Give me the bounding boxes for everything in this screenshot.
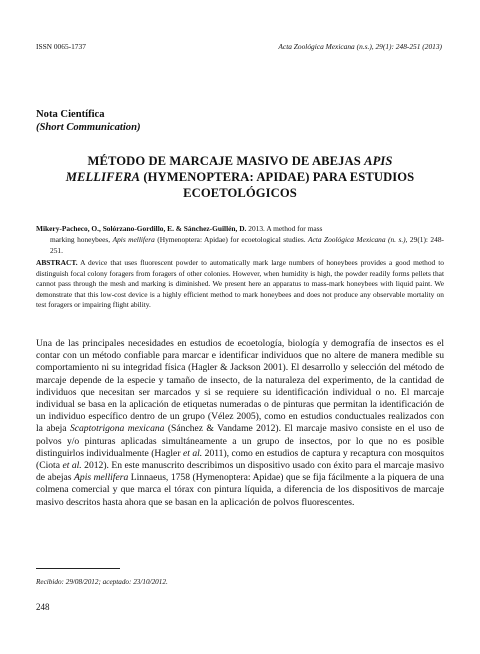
title-species-b: MELLIFERA — [65, 170, 141, 184]
section-type-en: (Short Communication) — [36, 122, 141, 133]
journal-header: Acta Zoológica Mexicana (n.s.), 29(1): 248-251 (2013) — [278, 42, 442, 51]
issn-header: ISSN 0065-1737 — [36, 42, 86, 51]
body-text-3: 2011), como en estudios de captura y recaptura con mosquitos (Ciota — [36, 447, 444, 472]
citation-text3: (Hymenoptera: Apidae) for ecoetological studies. — [154, 234, 309, 244]
citation-indent — [36, 235, 444, 257]
body-text-4: 2012). En este manuscrito describimos un dispositivo usado con éxito para el marcaje masivo de abejas — [36, 460, 444, 484]
body-etal-1: et al. — [182, 447, 203, 459]
citation-species: Apis mellifera — [112, 234, 155, 244]
body-species-2: Apis mellifera — [74, 472, 129, 484]
received-date: Recibido: 29/08/2012; aceptado: 23/10/2012. — [36, 578, 168, 586]
body-text-5: Linnaeus, 1758 (Hymenoptera: Apidae) que se fija fácilmente a la piquera de una colmena comercial y que marca el tórax con pintura líquida, a diferencia de los dispositivos de marcaje masivo descritos hasta ahora que se basan en la aplicación de polvos fluorescentes. — [36, 472, 444, 508]
title-part2: (HYMENOPTERA: APIDAE) PARA ESTUDIOS ECOETOLÓGICOS — [140, 170, 415, 200]
title-part1: MÉTODO DE MARCAJE MASIVO DE ABEJAS — [87, 154, 365, 168]
section-type: Nota Científica — [36, 109, 105, 120]
abstract-label: ABSTRACT. — [36, 258, 78, 267]
page-number: 248 — [36, 602, 50, 612]
body-paragraph — [36, 338, 444, 509]
abstract-text: A device that uses fluorescent powder to automatically mark large numbers of honeybees provides a good method to distinguish focal colony foragers from foragers of other colonies. However, when humidity is high, the powder readily forms pellets that cannot pass through the mesh and marking is diminished. We present here an apparatus to mass-mark honeybees with liquid paint. We demonstrate that this low-cost device is a highly efficient method to mark honeybees and does not produce any observable mortality on test foragers or impairing flight ability. — [36, 258, 444, 310]
citation-text2: marking honeybees, — [50, 234, 113, 244]
citation-text4: 29(1): 248-251. — [50, 234, 444, 255]
body-text-1: Una de las principales necesidades en estudios de ecoetología, biología y demografía de insectos es el contar con un método confiable para marcar e identificar individuos que no altere de manera medible su comportamiento ni su integridad física (Hagler & Jackson 2001). El desarrollo y selección del método de marcaje depende de la especie y tamaño de insecto, de la naturaleza del experimento, de la cantidad de individuos que necesitan ser marcados y si se requiere su identificación individual o no. El marcaje individual se basa en la aplicación de etiquetas numeradas o de pinturas que permitan la identificación de un individuo específico dentro de un grupo (Vélez 2005), como en estudios conductuales realizados con la abeja — [36, 338, 444, 435]
citation-authors: Mikery-Pacheco, O., Solórzano-Gordillo, E. & Sánchez-Guillén, D. — [36, 224, 247, 233]
article-title — [36, 153, 444, 201]
abstract — [36, 258, 444, 311]
body-etal-2: et al. — [62, 460, 82, 472]
citation-text1: 2013. A method for mass — [246, 224, 323, 233]
body-text-2: (Sánchez & Vandame 2012). El marcaje masivo consiste en el uso de polvos y/o pinturas aplicadas simultáneamente a un grupo de insectos, por lo que no es posible distinguirlos individualmente (Hagler — [36, 423, 444, 459]
citation-journal: Acta Zoológica Mexicana (n. s.), — [308, 234, 408, 244]
citation — [36, 224, 444, 256]
footnote-divider — [36, 568, 120, 569]
body-species-1: Scaptotrigona mexicana — [69, 423, 165, 435]
title-species-a: APIS — [364, 154, 393, 168]
section-label — [36, 108, 141, 134]
